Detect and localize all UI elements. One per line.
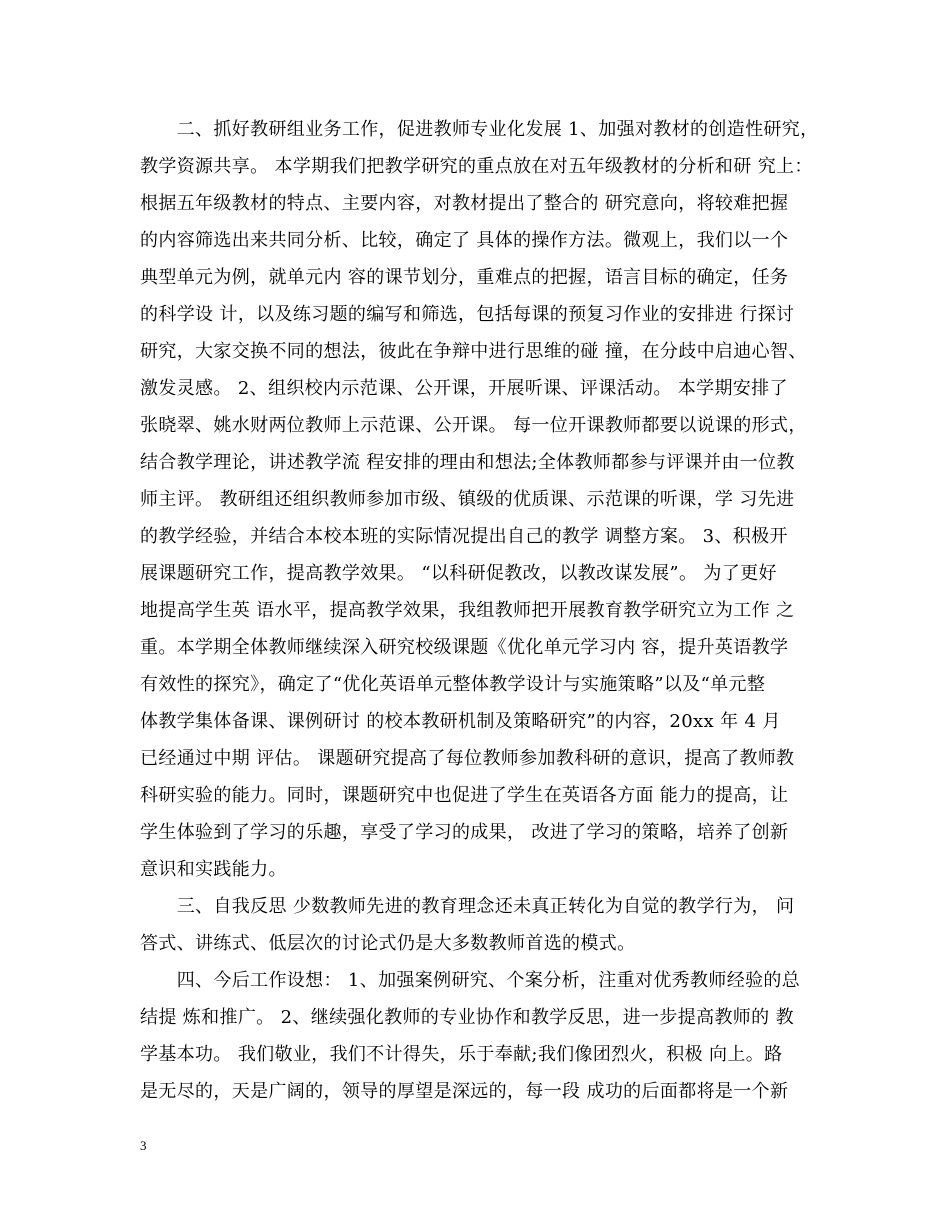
p3-line-1: 四、今后工作设想： 1、加强案例研究、个案分析，注重对优秀教师经验的总 — [140, 970, 801, 991]
p1-line-2: 教学资源共享。 本学期我们把教学研究的重点放在对五年级教材的分析和研 究上： — [140, 156, 813, 177]
p1-line-21: 意识和实践能力。 — [140, 859, 287, 880]
p1-line-15: 重。本学期全体教师继续深入研究校级课题《优化单元学习内 容，提升英语教学 — [140, 637, 789, 658]
p1-line-18: 已经通过中期 评估。 课题研究提高了每位教师参加教科研的意识，提高了教师教 — [140, 748, 795, 769]
p2-line-2: 答式、讲练式、低层次的讨论式仍是大多数教师首选的模式。 — [140, 933, 636, 954]
p1-line-13: 展课题研究工作，提高教学效果。 “以科研促教改，以教改谋发展”。 为了更好 — [140, 563, 777, 584]
p1-line-14: 地提高学生英 语水平，提高教学效果，我组教师把开展教育教学研究立为工作 之 — [140, 600, 795, 621]
p3-line-2: 结提 炼和推广。 2、继续强化教师的专业协作和教学反思，进一步提高教师的 教 — [140, 1007, 794, 1028]
p1-line-3: 根据五年级教材的特点、主要内容，对教材提出了整合的 研究意向，将较难把握 — [140, 193, 789, 214]
p1-line-4: 的内容筛选出来共同分析、比较，确定了 具体的操作方法。微观上，我们以一个 — [140, 230, 789, 251]
p1-line-9: 张晓翠、姚水财两位教师上示范课、公开课。 每一位开课教师都要以说课的形式， — [140, 415, 807, 436]
p3-line-4: 是无尽的，天是广阔的，领导的厚望是深远的，每一段 成功的后面都将是一个新 — [140, 1081, 789, 1102]
p1-line-20: 学生体验到了学习的乐趣，享受了学习的成果， 改进了学习的策略，培养了创新 — [140, 822, 789, 843]
p1-line-12: 的教学经验，并结合本校本班的实际情况提出自己的教学 调整方案。 3、积极开 — [140, 526, 788, 547]
p1-line-16: 有效性的探究》，确定了“优化英语单元整体教学设计与实施策略”以及“单元整 — [140, 674, 766, 695]
p1-line-8: 激发灵感。 2、组织校内示范课、公开课，开展听课、评课活动。 本学期安排了 — [140, 378, 788, 399]
p1-line-19: 科研实验的能力。同时，课题研究中也促进了学生在英语各方面 能力的提高，让 — [140, 785, 789, 806]
p1-line-1: 二、抓好教研组业务工作，促进教师专业化发展 1、加强对教材的创造性研究， — [140, 119, 819, 140]
p3-line-3: 学基本功。 我们敬业，我们不计得失，乐于奉献;我们像团烈火，积极 向上。路 — [140, 1044, 783, 1065]
page-number: 3 — [140, 1138, 147, 1153]
p2-line-1: 三、自我反思 少数教师先进的教育理念还未真正转化为自觉的教学行为， 问 — [140, 896, 795, 917]
p1-line-5: 典型单元为例，就单元内 容的课节划分，重难点的把握，语言目标的确定，任务 — [140, 267, 789, 288]
p1-line-7: 研究，大家交换不同的想法，彼此在争辩中进行思维的碰 撞，在分歧中启迪心智、 — [140, 341, 807, 362]
p1-line-11: 师主评。 教研组还组织教师参加市级、镇级的优质课、示范课的听课，学 习先进 — [140, 489, 795, 510]
p1-line-17: 体教学集体备课、课例研讨 的校本教研机制及策略研究”的内容，20xx 年 4 月 — [140, 711, 781, 732]
p1-line-6: 的科学设 计，以及练习题的编写和筛选，包括每课的预复习作业的安排进 行探讨 — [140, 304, 795, 325]
p1-line-10: 结合教学理论，讲述教学流 程安排的理由和想法;全体教师都参与评课并由一位教 — [140, 452, 795, 473]
